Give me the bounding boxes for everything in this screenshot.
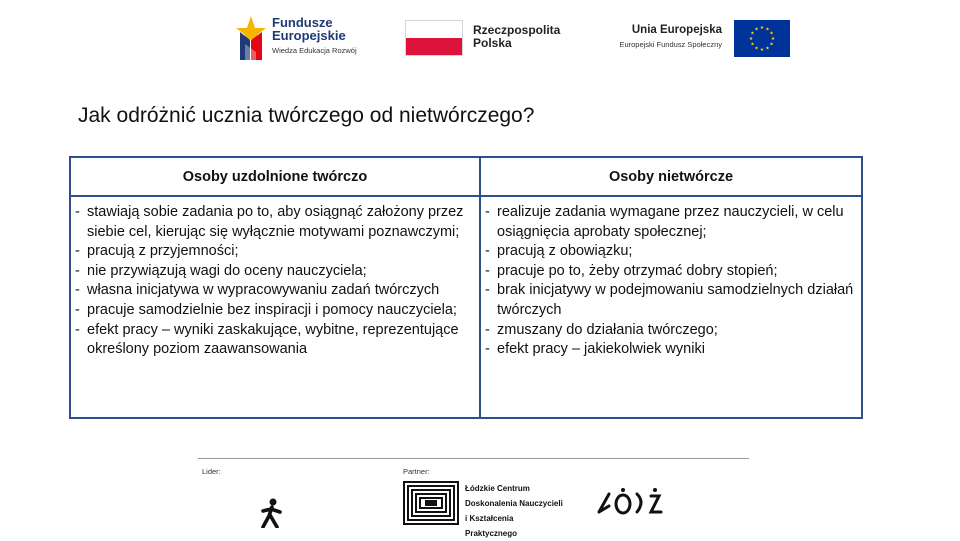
list-item: - pracują z przyjemności; <box>75 242 475 262</box>
ldc-line2: Doskonalenia Nauczycieli <box>465 499 563 508</box>
list-item: - własna inicjatywa w wypracowywaniu zadań twórczych <box>75 281 475 301</box>
polska-line2: Polska <box>473 36 512 50</box>
runner-icon <box>260 498 284 528</box>
list-item: - efekt pracy – wyniki zaskakujące, wybitne, reprezentujące określony poziom zaawansowania <box>75 321 475 360</box>
list-item: - stawiają sobie zadania po to, aby osiągnąć założony przez siebie cel, kierując się wyłącznie motywami poznawczymi; <box>75 203 475 242</box>
eu-flag-icon <box>734 20 790 57</box>
ue-line2: Europejski Fundusz Społeczny <box>619 40 722 49</box>
fundusze-europejskie-logo <box>236 12 376 62</box>
list-item: - pracuje samodzielnie bez inspiracji i pomocy nauczyciela; <box>75 301 475 321</box>
polska-line1: Rzeczpospolita <box>473 23 561 37</box>
concentric-squares-icon <box>403 481 459 525</box>
ldc-line1: Łódzkie Centrum <box>465 484 530 493</box>
fundacja-logo <box>258 480 322 528</box>
polish-flag-icon <box>405 20 463 56</box>
list-item: - brak inicjatywy w podejmowaniu samodzielnych działań twórczych <box>485 281 857 320</box>
table-header-row <box>70 157 862 196</box>
header-non-creative: Osoby nietwórcze <box>480 157 862 196</box>
fundusze-line3: Wiedza Edukacja Rozwój <box>272 46 357 55</box>
lodz-mark-icon <box>595 486 665 518</box>
table-row <box>70 196 862 418</box>
header-creative: Osoby uzdolnione twórczo <box>70 157 480 196</box>
ldc-line3: i Kształcenia Praktycznego <box>465 514 518 538</box>
list-item: - pracuje po to, żeby otrzymać dobry stopień; <box>485 262 857 282</box>
page-title: Jak odróżnić ucznia twórczego od nietwórczego? <box>78 104 535 127</box>
fundusze-line2: Europejskie <box>272 28 346 43</box>
unia-europejska-logo <box>600 18 790 58</box>
ue-line1: Unia Europejska <box>631 24 722 36</box>
fundusze-line1: Fundusze <box>272 15 333 30</box>
list-item: - efekt pracy – jakiekolwiek wyniki <box>485 340 857 360</box>
creative-traits-cell <box>70 196 480 418</box>
ldc-logo <box>403 481 563 538</box>
comparison-table <box>69 156 863 419</box>
list-item: - nie przywiązują wagi do oceny nauczyciela; <box>75 262 475 282</box>
fundusze-europejskie-star-icon <box>236 14 266 60</box>
list-item: - zmuszany do działania twórczego; <box>485 321 857 341</box>
rzeczpospolita-polska-logo <box>405 20 575 58</box>
lodz-logo <box>595 486 665 518</box>
creative-traits-list <box>75 203 475 360</box>
partner-label: Partner: <box>403 467 430 476</box>
list-item: - pracują z obowiązku; <box>485 242 857 262</box>
footer-divider <box>198 458 749 459</box>
header-logo-strip <box>0 0 960 70</box>
list-item: - realizuje zadania wymagane przez nauczycieli, w celu osiągnięcia aprobaty społecznej; <box>485 203 857 242</box>
non-creative-traits-list <box>485 203 857 360</box>
lider-label: Lider: <box>202 467 221 476</box>
non-creative-traits-cell <box>480 196 862 418</box>
